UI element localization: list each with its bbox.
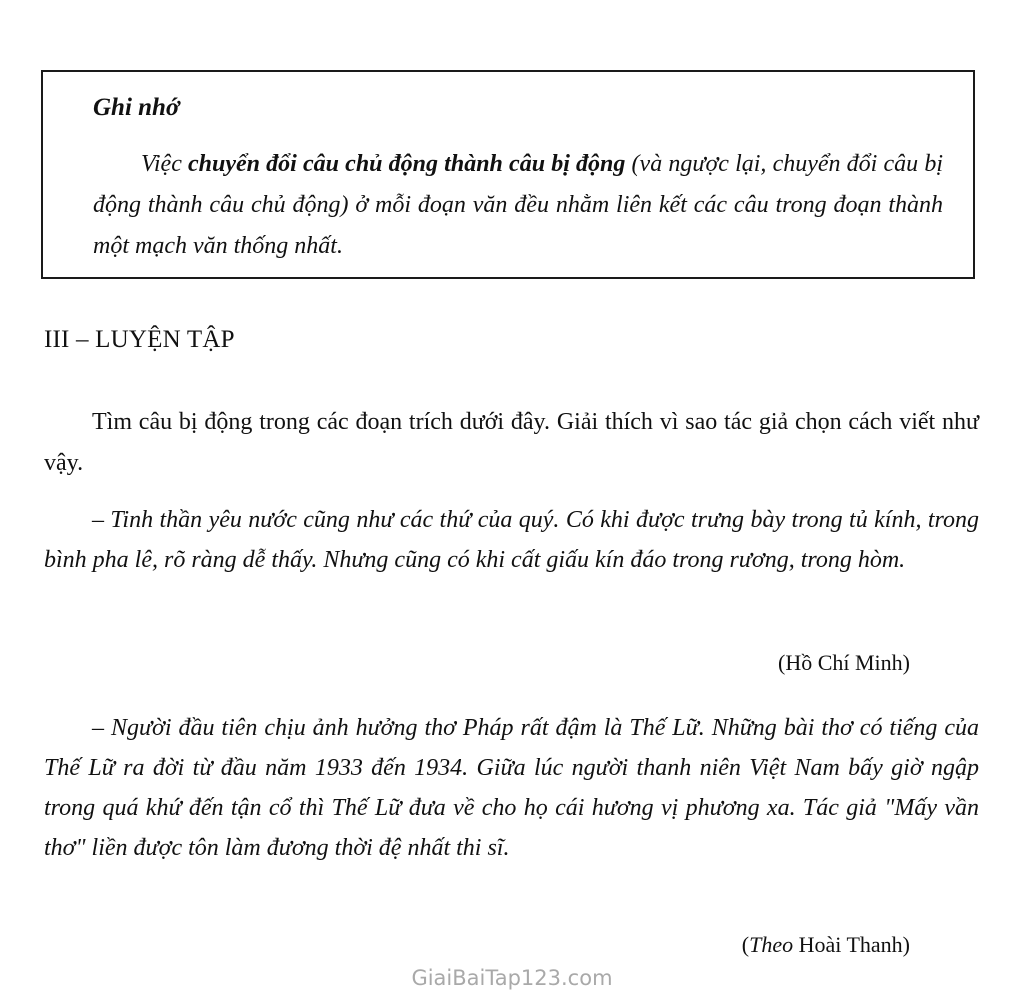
source-1-name: Hồ Chí Minh — [785, 650, 903, 675]
note-body — [93, 144, 943, 267]
note-box — [41, 70, 975, 279]
note-body-bold: chuyển đổi câu chủ động thành câu bị động — [188, 151, 626, 177]
watermark: GiaiBaiTap123.com — [411, 966, 613, 990]
note-title: Ghi nhớ — [93, 94, 180, 121]
source-2-name: Hoài Thanh — [793, 932, 903, 957]
exercise-prompt: Tìm câu bị động trong các đoạn trích dưới đây. Giải thích vì sao tác giả chọn cách viết như vậy. — [44, 409, 979, 476]
source-2-prefix: Theo — [749, 932, 794, 957]
excerpt-2-text: – Người đầu tiên chịu ảnh hưởng thơ Pháp rất đậm là Thế Lữ. Những bài thơ có tiếng của Thế Lữ ra đời từ đầu năm 1933 đến 1934. Giữa lúc người thanh niên Việt Nam bấy giờ ngập trong quá khứ đến tận cổ thì Thế Lữ đưa về cho họ cái hương vị phương xa. Tác giả "Mấy vần thơ" liền được tôn làm đương thời đệ nhất thi sĩ. — [44, 715, 979, 861]
section-heading: III – LUYỆN TẬP — [44, 326, 235, 353]
source-2-open: ( — [741, 932, 750, 957]
excerpt-1-source — [778, 650, 910, 676]
source-1-close: ) — [902, 650, 910, 675]
source-1-open: ( — [777, 650, 786, 675]
note-body-suffix: (và ngược lại, chuyển đổi câu bị động thành câu chủ động) ở mỗi đoạn văn đều nhằm liên kết các câu trong đoạn thành một mạch văn thống nhất. — [93, 151, 943, 259]
note-body-prefix: Việc — [141, 151, 189, 177]
source-2-close: ) — [902, 932, 910, 957]
excerpt-1-text: – Tinh thần yêu nước cũng như các thứ của quý. Có khi được trưng bày trong tủ kính, trong bình pha lê, rõ ràng dễ thấy. Nhưng cũng có khi cất giấu kín đáo trong rương, trong hòm. — [44, 507, 979, 573]
excerpt-2-source — [742, 932, 910, 958]
